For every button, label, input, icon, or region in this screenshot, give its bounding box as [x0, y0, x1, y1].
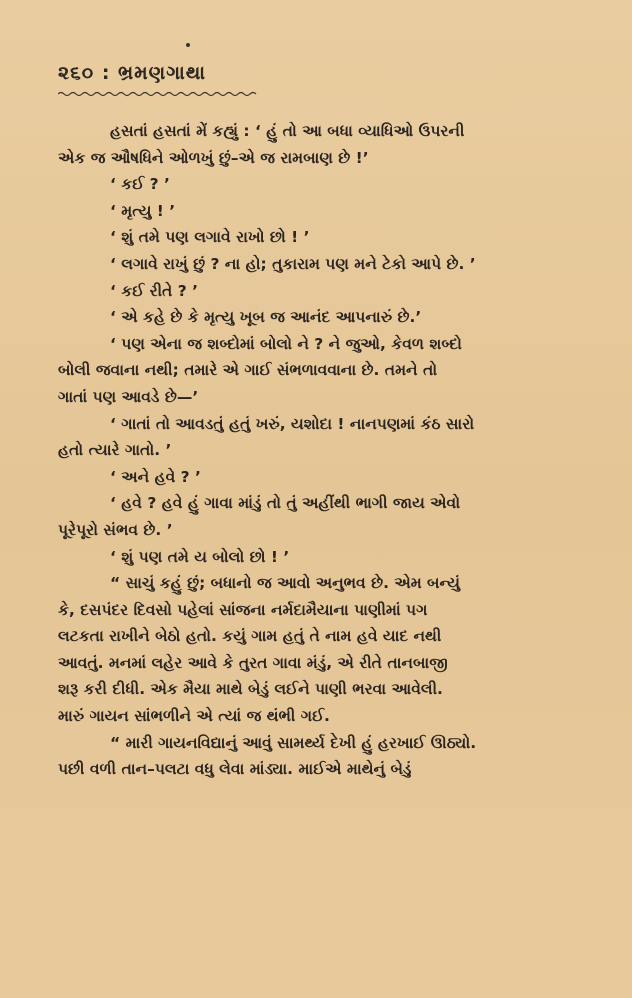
text-line: ‘ મૃત્યુ ! ’: [110, 201, 176, 220]
text-line: ‘ કઈ રીતે ? ’: [110, 281, 198, 300]
text-line: ‘ પણ એના જ શબ્દોમાં બોલો ને ? ને જુઓ, કેવળ શબ્દો: [110, 334, 462, 353]
text-line: કે, દસપંદર દિવસો પહેલાં સાંજના નર્મદામૈયાના પાણીમાં પગ: [58, 600, 428, 619]
text-line: ગાતાં પણ આવડે છે—’: [58, 387, 199, 406]
page-speck: [186, 43, 190, 47]
text-line: આવતું. મનમાં લહેર આવે કે તુરત ગાવા મંડું, એ રીતે તાનબાજી: [58, 653, 448, 672]
text-line: “ સાચું કહું છું; બધાનો જ આવો અનુભવ છે. એમ બન્યું: [110, 574, 460, 593]
header-underline: [58, 91, 258, 97]
text-line: મારું ગાયન સાંભળીને એ ત્યાં જ થંભી ગઈ.: [58, 707, 330, 726]
running-header: ૨૬૦ : ભ્રમણગાથા: [58, 62, 206, 84]
text-line: હસતાં હસતાં મેં કહ્યું : ‘ હું તો આ બધા વ્યાધિઓ ઉપરની: [110, 122, 465, 140]
text-line: બોલી જવાના નથી; તમારે એ ગાઈ સંભળાવવાના છે. તમને તો: [58, 361, 438, 380]
text-line: ‘ લગાવે રાખું છું ? ના હો; તુકારામ પણ મને ટેકો આપે છે. ’: [110, 254, 476, 273]
text-line: લટકતા રાખીને બેઠો હતો. કયું ગામ હતું તે નામ હવે યાદ નથી: [58, 627, 442, 646]
text-line: ‘ ગાતાં તો આવડતું હતું ખરું, યશોદા ! નાનપણમાં કંઠ સારો: [110, 414, 475, 433]
text-line: ‘ શું તમે પણ લગાવે રાખો છો ! ’: [110, 228, 310, 247]
text-line: પૂરેપૂરો સંભવ છે. ’: [58, 520, 173, 539]
text-line: પછી વળી તાન–પલટા વધુ લેવા માંડ્યા. માઈએ માથેનું બેડું: [58, 760, 412, 779]
text-line: ‘ એ કહે છે કે મૃત્યુ ખૂબ જ આનંદ આપનારું છે.’: [110, 308, 422, 327]
text-line: “ મારી ગાયનવિદ્યાનું આવું સામર્થ્ય દેખી હું હરખાઈ ઊઠ્યો.: [110, 733, 477, 752]
text-line: ‘ કઈ ? ’: [110, 175, 170, 194]
text-line: ‘ અને હવે ? ’: [110, 467, 201, 486]
text-line: એક જ ઔષધિને ઓળખું છું–એ જ રામબાણ છે !’: [58, 148, 369, 167]
page-body-text: [58, 118, 598, 783]
text-line: ‘ શું પણ તમે ય બોલો છો ! ’: [110, 547, 290, 566]
text-line: શરૂ કરી દીધી. એક મૈયા માથે બેડું લઈને પાણી ભરવા આવેલી.: [58, 680, 443, 699]
text-line: હતો ત્યારે ગાતો. ’: [58, 441, 172, 460]
text-line: ‘ હવે ? હવે હું ગાવા માંડું તો તું અહીંથી ભાગી જાય એવો: [110, 494, 461, 513]
